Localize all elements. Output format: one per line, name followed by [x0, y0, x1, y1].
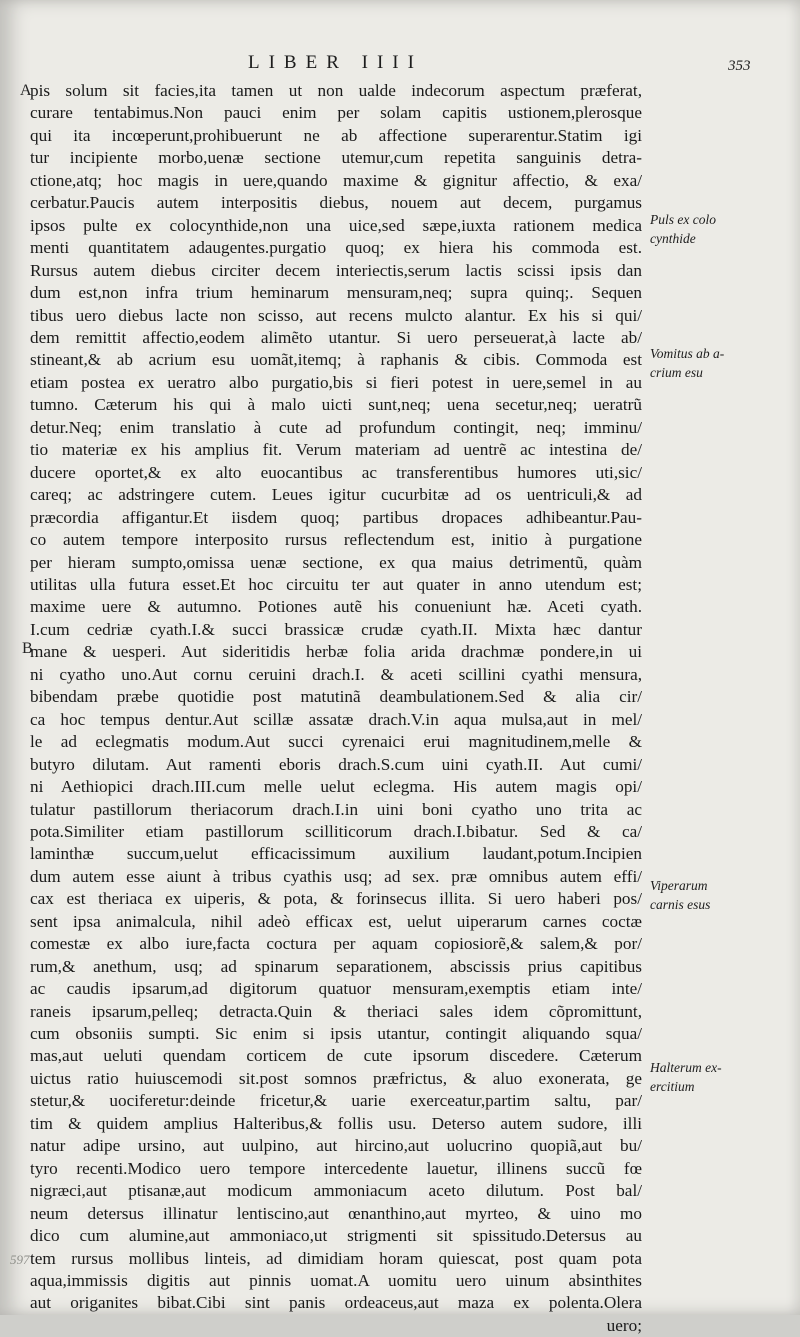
- text-line: careq; ac adstringere cutem. Leues igitur cucurbitæ ad os uentriculi,& ad: [30, 485, 642, 505]
- marginal-note-viperarum: [650, 876, 795, 914]
- marginal-note-line: Vomitus ab a-: [650, 346, 725, 361]
- text-line: I.cum cedriæ cyath.I.& succi brassicæ crudæ cyath.II. Mixta hæc dantur: [30, 619, 642, 639]
- text-line: aqua,immissis digitis aut pinnis uomat.A uomitu uero uinum absinthites: [30, 1271, 642, 1291]
- text-line: ni Aethiopici drach.III.cum melle uelut eclegma. His autem magis opi/: [30, 777, 642, 797]
- text-line: ca hoc tempus dentur.Aut scillæ assatæ drach.V.in aqua mulsa,aut in mel/: [30, 709, 642, 729]
- marginal-note-puls: [650, 210, 795, 248]
- text-line: neum detersus illinatur lentiscino,aut œnanthino,aut myrteo, & uino mo: [30, 1203, 642, 1223]
- text-line: tur incipiente morbo,uenæ sectione utemur,cum repetita sanguinis detra-: [30, 148, 642, 168]
- text-line: dum est,non infra trium heminarum mensuram,neq; supra quinq;. Sequen: [30, 283, 642, 303]
- text-line: pis solum sit facies,ita tamen ut non ualde indecorum aspectum præferat,: [30, 81, 642, 100]
- text-line: detur.Neq; enim translatio à cute ad profundum contingit, neq; imminu/: [30, 417, 642, 437]
- text-line: tim & quidem amplius Halteribus,& follis usu. Deterso autem sudore, illi: [30, 1113, 642, 1133]
- text-line: etiam postea ex ueratro albo purgatio,bis si fieri potest in uere,semel in au: [30, 372, 642, 392]
- text-line: per hieram sumpto,omissa uenæ sectione, ex qua maius detrimentũ, quàm: [30, 552, 642, 572]
- text-line: raneis ipsarum,pelleq; detracta.Quin & theriaci sales idem cõpromittunt,: [30, 1001, 642, 1021]
- marginal-note-line: Halterum ex-: [650, 1060, 722, 1075]
- text-line: tyro recenti.Modico uero tempore intercedente lauetur, illinens succũ fœ: [30, 1158, 642, 1178]
- text-line: utilitas ulla futura esset.Et hoc circuitu ter aut quater in anno utendum est;: [30, 574, 642, 594]
- text-line: comestæ ex albo iure,facta coctura per aquam copiosiorẽ,& salem,& por/: [30, 934, 642, 954]
- text-line: tumno. Cæterum his qui à malo uicti sunt,neq; uena secetur,neq; ueratrũ: [30, 395, 642, 415]
- text-line: butyro dilutam. Aut ramenti eboris drach.S.cum uini cyath.II. Aut cumi/: [30, 754, 642, 774]
- section-letter-a: A: [20, 82, 32, 99]
- text-line: Rursus autem diebus circiter decem interiectis,serum lactis scissi ipsis dan: [30, 260, 642, 280]
- marginal-note-line: crium esu: [650, 365, 703, 380]
- text-line: tibus uero diebus lacte non scisso, aut recens mulcto alantur. Ex his si qui/: [30, 305, 642, 325]
- text-line: tem rursus mollibus linteis, ad dimidiam horam quiescat, post quam pota: [30, 1248, 642, 1268]
- page-number: 353: [728, 58, 751, 74]
- marginal-note-line: carnis esus: [650, 897, 711, 912]
- marginal-note-vomitus: [650, 344, 795, 382]
- text-line: ni cyatho uno.Aut cornu ceruini drach.I. & aceti scillini cyathi mensura,: [30, 664, 642, 684]
- text-line: cerbatur.Paucis autem interpositis diebus, nouem aut decem, purgamus: [30, 193, 642, 213]
- text-line: menti quantitatem adaugentes.purgatio quoq; ex hiera his commoda est.: [30, 238, 642, 258]
- text-line: ac caudis ipsarum,ad digitorum quatuor mensuram,exemptis etiam inte/: [30, 979, 642, 999]
- text-line: maxime uere & autumno. Potiones autẽ his conueniunt hæ. Aceti cyath.: [30, 597, 642, 617]
- text-line: pota.Similiter etiam pastillorum scilliticorum drach.I.bibatur. Sed & ca/: [30, 821, 642, 841]
- text-line: tio materiæ ex his amplius fit. Verum materiam ad uentrẽ ac intestina de/: [30, 440, 642, 460]
- text-line: laminthæ succum,uelut efficacissimum auxilium laudant,potum.Incipien: [30, 844, 642, 864]
- text-line: curare tentabimus.Non pauci enim per solam capitis ustionem,plerosque: [30, 103, 642, 123]
- text-line: stetur,& uociferetur:deinde fricetur,& uarie exerceatur,partim saltu, par/: [30, 1091, 642, 1111]
- text-line: mas,aut ueluti quendam corticem de cute ipsorum discedere. Cæterum: [30, 1046, 642, 1066]
- text-line: uictus ratio huiuscemodi sit.post somnos præfrictus, & aluo exonerata, ge: [30, 1068, 642, 1088]
- section-letter-b: B: [22, 640, 33, 657]
- running-title: LIBER IIII: [248, 52, 423, 73]
- text-line: nigræci,aut ptisanæ,aut modicum ammoniacum aceto dilutum. Post bal/: [30, 1181, 642, 1201]
- text-line: rum,& anethum, usq; ad spinarum separationem, abscissis prius capitibus: [30, 956, 642, 976]
- marginal-note-line: Viperarum: [650, 878, 708, 893]
- text-line: dico cum alumine,aut ammoniaco,ut strigmenti sit spissitudo.Detersus au: [30, 1226, 642, 1246]
- text-line: dum autem esse aiunt à tribus cyathis usq; ad sex. præ omnibus autem effi/: [30, 866, 642, 886]
- text-line: stineant,& ab acrium esu uomãt,itemq; à raphanis & cibis. Commoda est: [30, 350, 642, 370]
- text-line: cum obsoniis sumpti. Sic enim si ipsis utantur, contingit aliquando squa/: [30, 1024, 642, 1044]
- text-line: qui ita incœperunt,prohibuerunt ne ab affectione superarentur.Statim igi: [30, 125, 642, 145]
- body-text: [30, 80, 642, 1337]
- text-line: tulatur pastillorum theriacorum drach.I.in uini boni cyatho uno trita ac: [30, 799, 642, 819]
- marginal-note-line: Puls ex colo: [650, 212, 716, 227]
- text-line: aut origanites bibat.Cibi sint panis ordeaceus,aut maza ex polenta.Olera: [30, 1293, 642, 1313]
- marginal-note-line: cynthide: [650, 231, 696, 246]
- text-line: uero;: [606, 1315, 642, 1335]
- text-line: præcordia affigantur.Et iisdem quoq; partibus dropaces adhibeantur.Pau-: [30, 507, 642, 527]
- text-line: bibendam præbe quotidie post matutinã deambulationem.Sed & alia cir/: [30, 687, 642, 707]
- margin-number: 597: [10, 1252, 30, 1267]
- text-line: ctione,atq; hoc magis in uere,quando maxime & gignitur affectio, & exa/: [30, 170, 642, 190]
- text-line: mane & uesperi. Aut sideritidis herbæ folia arida drachmæ pondere,in ui: [30, 642, 642, 662]
- text-line: ducere oportet,& ex alto euocantibus ac transferentibus humores uti,sic/: [30, 462, 642, 482]
- text-line: dem remittit affectio,eodem alimẽto utantur. Si uero perseuerat,à lacte ab/: [30, 327, 642, 347]
- text-line: sent ipsa animalcula, nihil adeò efficax est, uelut uiperarum carnes coctæ: [30, 911, 642, 931]
- text-line: le ad eclegmatis modum.Aut succi cyrenaici erui magnitudinem,melle &: [30, 732, 642, 752]
- marginal-note-halterum: [650, 1058, 795, 1096]
- text-line: cax est theriaca ex uiperis, & pota, & forinsecus illita. Si uero haberi pos/: [30, 889, 642, 909]
- marginal-note-line: ercitium: [650, 1079, 695, 1094]
- text-line: natur adipe ursino, aut uulpino, aut hircino,aut uolucrino quopiã,aut bu/: [30, 1136, 642, 1156]
- text-line: ipsos pulte ex colocynthide,non una uice,sed sæpe,iuxta rationem medica: [30, 215, 642, 235]
- text-line: co autem tempore interposito rursus reflectendum est, initio à purgatione: [30, 530, 642, 550]
